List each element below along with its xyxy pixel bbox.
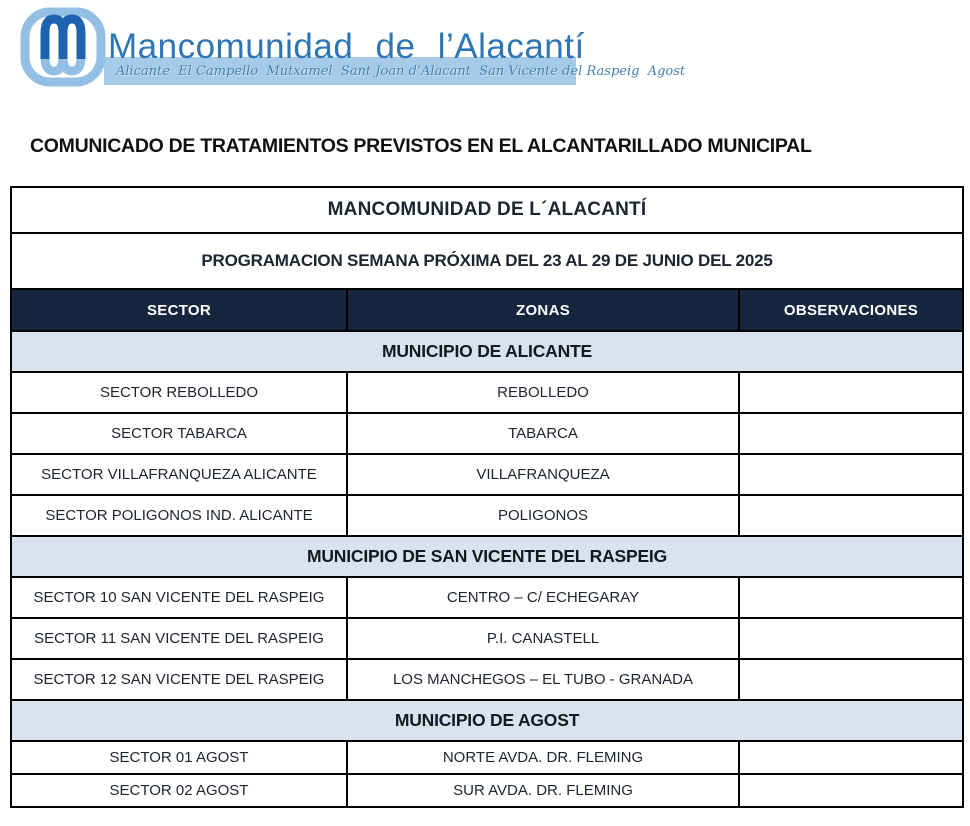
cell-sector: SECTOR TABARCA bbox=[11, 413, 347, 454]
cell-sector: SECTOR REBOLLEDO bbox=[11, 372, 347, 413]
cell-zonas: SUR AVDA. DR. FLEMING bbox=[347, 774, 739, 807]
brand-header bbox=[18, 5, 686, 97]
cell-observaciones bbox=[739, 495, 963, 536]
table-row bbox=[11, 774, 963, 807]
cell-observaciones bbox=[739, 454, 963, 495]
section-header: MUNICIPIO DE SAN VICENTE DEL RASPEIG bbox=[11, 536, 963, 577]
table-row bbox=[11, 659, 963, 700]
column-header-row bbox=[11, 289, 963, 331]
cell-zonas: LOS MANCHEGOS – EL TUBO - GRANADA bbox=[347, 659, 739, 700]
cell-observaciones bbox=[739, 741, 963, 774]
table-title: MANCOMUNIDAD DE L´ALACANTÍ bbox=[11, 187, 963, 233]
cell-zonas: TABARCA bbox=[347, 413, 739, 454]
cell-zonas: P.I. CANASTELL bbox=[347, 618, 739, 659]
cell-sector: SECTOR 12 SAN VICENTE DEL RASPEIG bbox=[11, 659, 347, 700]
cell-observaciones bbox=[739, 659, 963, 700]
table-row bbox=[11, 741, 963, 774]
table-row bbox=[11, 372, 963, 413]
column-header-sector: SECTOR bbox=[11, 289, 347, 331]
cell-sector: SECTOR VILLAFRANQUEZA ALICANTE bbox=[11, 454, 347, 495]
cell-observaciones bbox=[739, 774, 963, 807]
table-subtitle-row bbox=[11, 233, 963, 289]
section-header-row bbox=[11, 700, 963, 741]
cell-observaciones bbox=[739, 413, 963, 454]
cell-sector: SECTOR POLIGONOS IND. ALICANTE bbox=[11, 495, 347, 536]
cell-zonas: REBOLLEDO bbox=[347, 372, 739, 413]
cell-sector: SECTOR 11 SAN VICENTE DEL RASPEIG bbox=[11, 618, 347, 659]
cell-observaciones bbox=[739, 372, 963, 413]
cell-zonas: NORTE AVDA. DR. FLEMING bbox=[347, 741, 739, 774]
column-header-observaciones: OBSERVACIONES bbox=[739, 289, 963, 331]
table-row bbox=[11, 577, 963, 618]
section-header: MUNICIPIO DE ALICANTE bbox=[11, 331, 963, 372]
cell-sector: SECTOR 02 AGOST bbox=[11, 774, 347, 807]
cell-sector: SECTOR 01 AGOST bbox=[11, 741, 347, 774]
table-row bbox=[11, 618, 963, 659]
section-header: MUNICIPIO DE AGOST bbox=[11, 700, 963, 741]
table-row bbox=[11, 413, 963, 454]
cell-zonas: VILLAFRANQUEZA bbox=[347, 454, 739, 495]
table-title-row bbox=[11, 187, 963, 233]
brand-title: Mancomunidad de l’Alacantí bbox=[108, 27, 585, 66]
section-header-row bbox=[11, 331, 963, 372]
brand-municipalities-text: Alicante El Campello Mutxamel Sant Joan d’Alacant San Vicente del Raspeig Agost bbox=[116, 63, 686, 79]
cell-sector: SECTOR 10 SAN VICENTE DEL RASPEIG bbox=[11, 577, 347, 618]
table-row bbox=[11, 495, 963, 536]
mancomunitat-logo-icon bbox=[20, 7, 106, 89]
table-subtitle: PROGRAMACION SEMANA PRÓXIMA DEL 23 AL 29 DE JUNIO DEL 2025 bbox=[11, 233, 963, 289]
treatments-schedule-table bbox=[10, 186, 964, 808]
page-title: COMUNICADO DE TRATAMIENTOS PREVISTOS EN EL ALCANTARILLADO MUNICIPAL bbox=[30, 135, 812, 157]
cell-zonas: CENTRO – C/ ECHEGARAY bbox=[347, 577, 739, 618]
section-header-row bbox=[11, 536, 963, 577]
cell-observaciones bbox=[739, 577, 963, 618]
cell-observaciones bbox=[739, 618, 963, 659]
column-header-zonas: ZONAS bbox=[347, 289, 739, 331]
cell-zonas: POLIGONOS bbox=[347, 495, 739, 536]
table-row bbox=[11, 454, 963, 495]
